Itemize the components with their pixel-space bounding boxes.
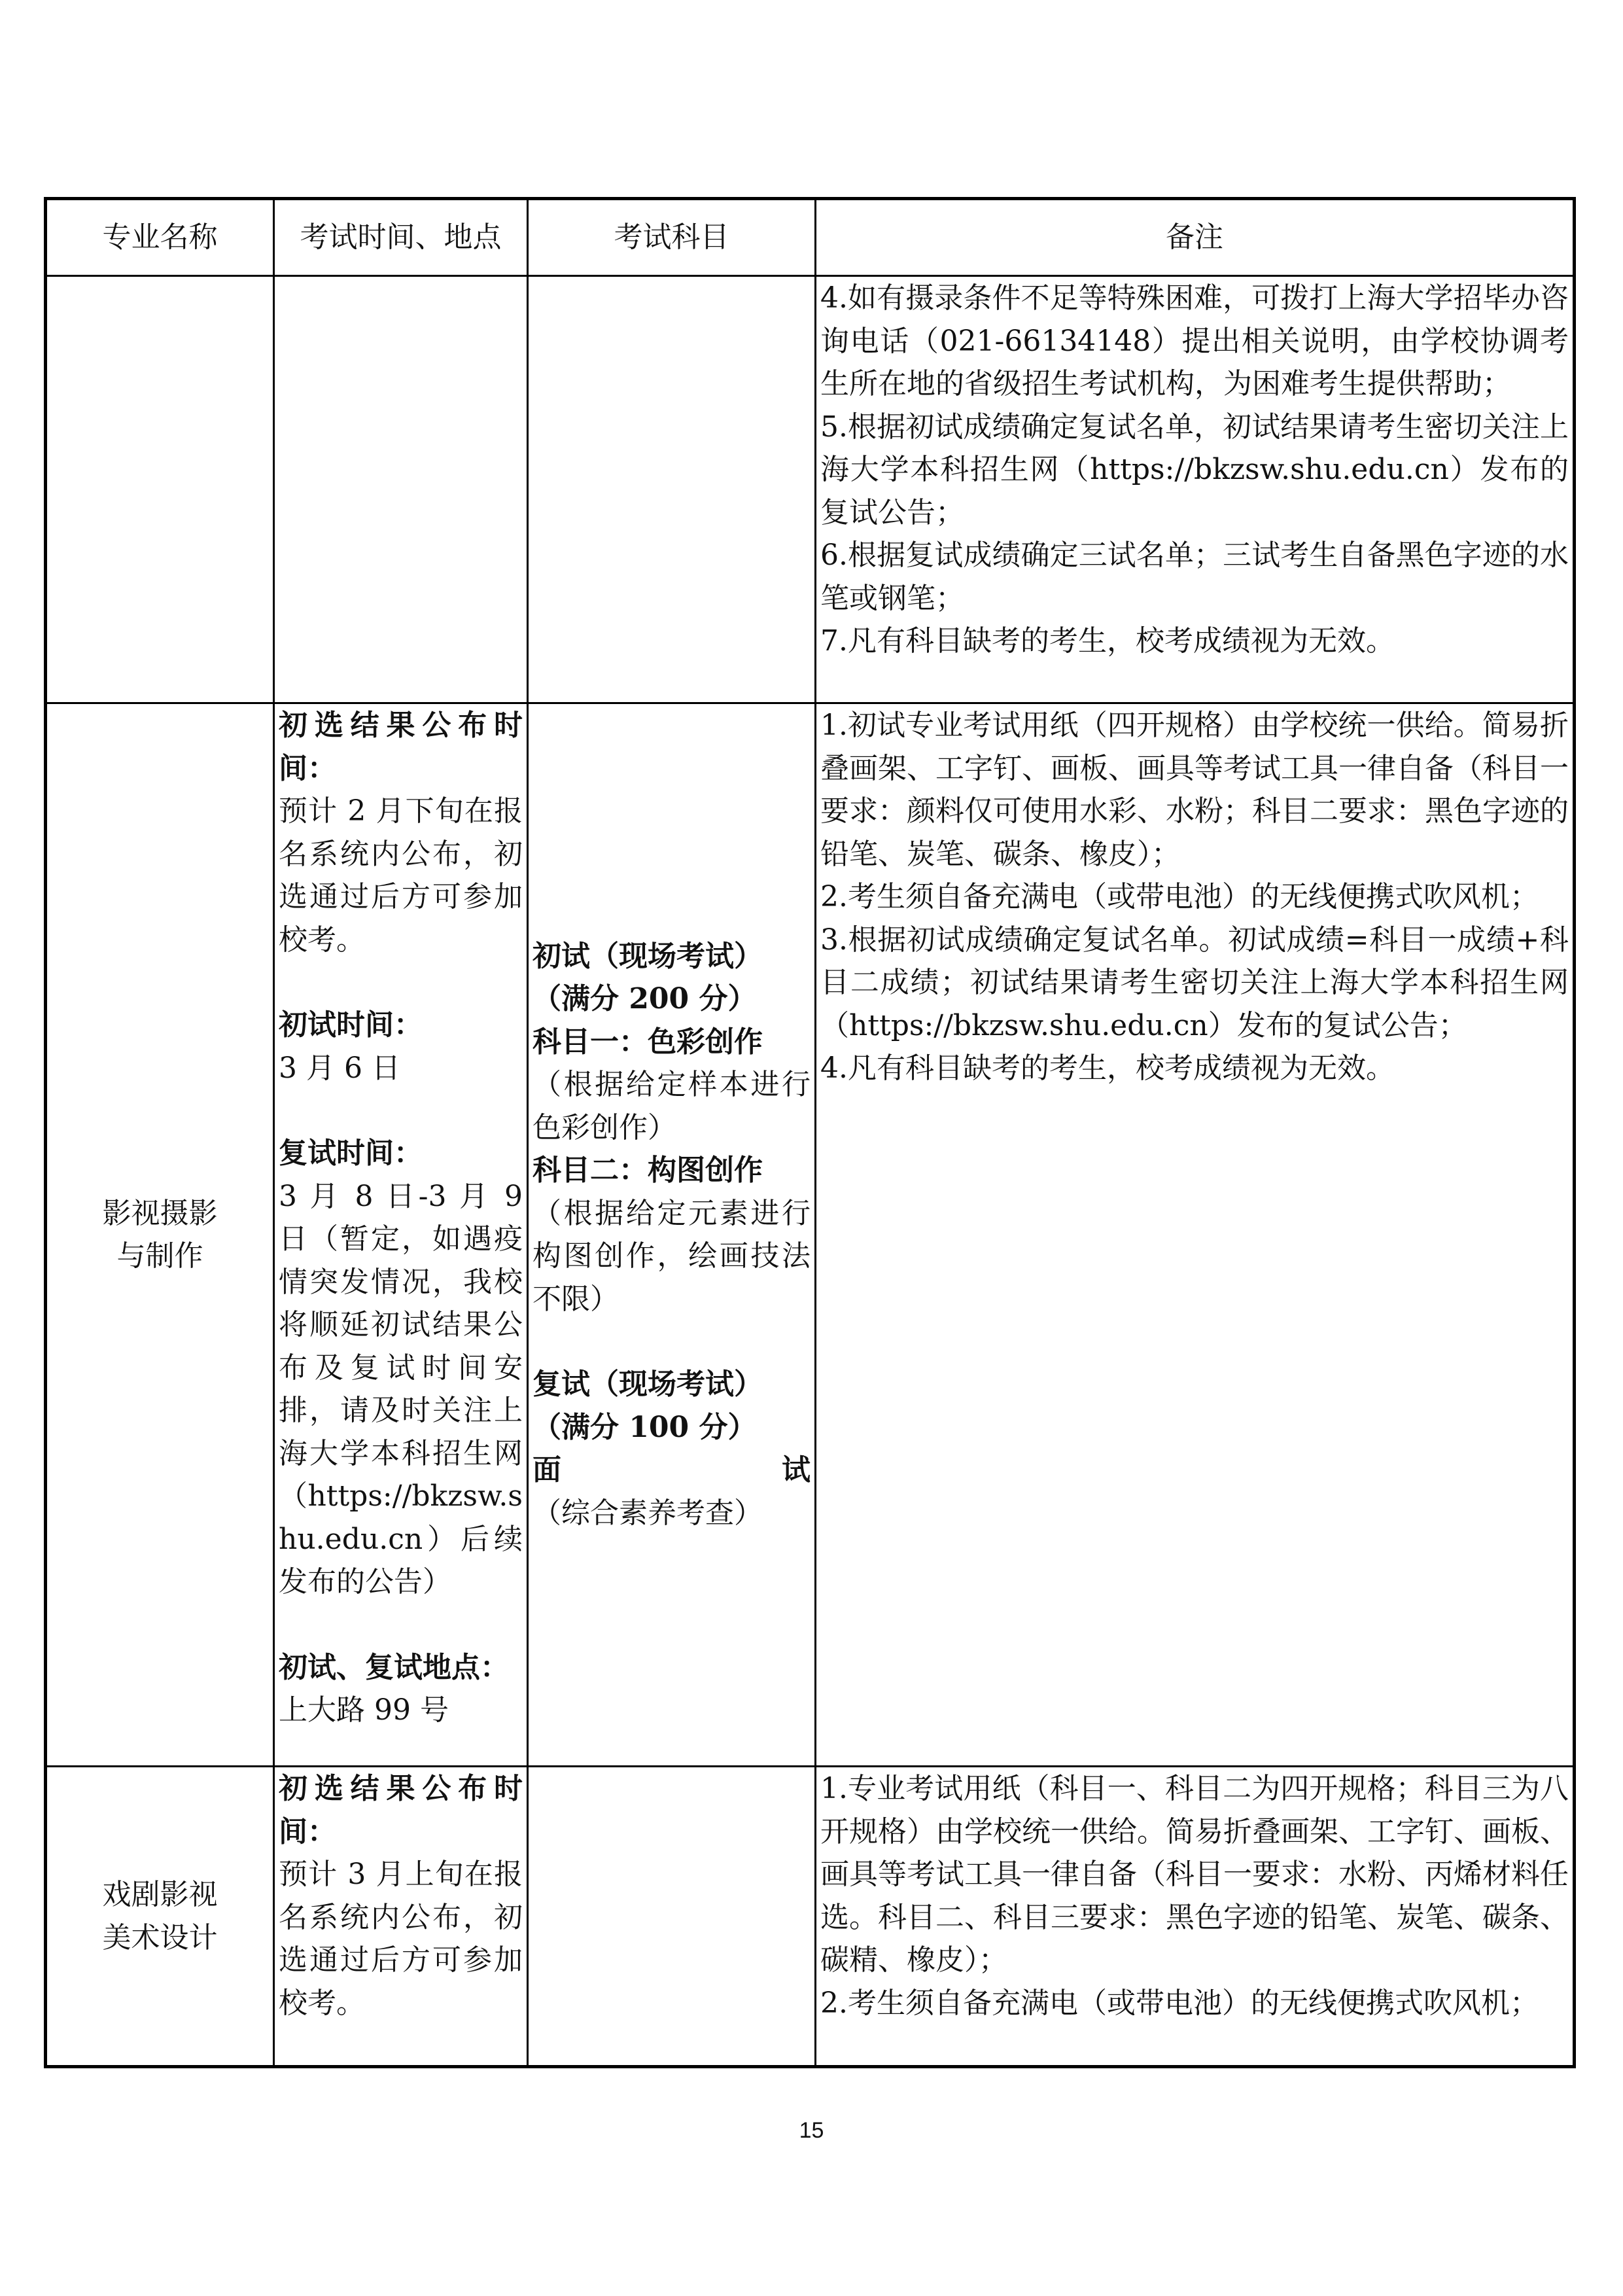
header-time-place: 考试时间、地点: [274, 199, 528, 276]
table-row: [46, 276, 1575, 703]
time-text: 3 月 6 日: [279, 1051, 400, 1085]
subjects-cell: [528, 703, 816, 1767]
first-exam-title: 初试（现场考试）: [532, 939, 763, 973]
subjects-cell-empty: [528, 1767, 816, 2067]
time-label: 初选结果公布时间：: [279, 1772, 523, 1848]
page-number: 15: [799, 2118, 824, 2143]
note-item: 4.凡有科目缺考的考生，校考成绩视为无效。: [820, 1051, 1395, 1085]
time-place-cell: [274, 1767, 528, 2067]
subject-2-title: 科目二：构图创作: [532, 1154, 763, 1188]
notes-cell: [816, 703, 1575, 1767]
note-item: 1.初试专业考试用纸（四开规格）由学校统一供给。简易折叠画架、工字钉、画板、画具等考试工具一律自备（科目一要求：颜料仅可使用水彩、水粉；科目二要求：黑色字迹的铅笔、炭笔、碳条、橡皮）；: [820, 709, 1569, 871]
admission-table: [44, 197, 1576, 2068]
second-exam-score: （满分 100 分）: [532, 1410, 757, 1444]
subject-1-title: 科目一：色彩创作: [532, 1025, 763, 1059]
time-place-cell: [274, 703, 528, 1767]
time-text: 3 月 8 日-3 月 9 日（暂定，如遇疫情突发情况，我校将顺延初试结果公布及复试时间安排，请及时关注上海大学本科招生网（https://bkzsw.shu.edu.cn）后续发布的公告）: [279, 1179, 523, 1598]
note-item: 5.根据初试成绩确定复试名单，初试结果请考生密切关注上海大学本科招生网（https://bkzsw.shu.edu.cn）发布的复试公告；: [820, 410, 1569, 529]
subject-1-desc: （根据给定样本进行色彩创作）: [532, 1068, 811, 1144]
note-item: 2.考生须自备充满电（或带电池）的无线便携式吹风机；: [820, 880, 1539, 913]
subject-cell-empty: [528, 276, 816, 703]
table-header-row: [46, 199, 1575, 276]
note-item: 2.考生须自备充满电（或带电池）的无线便携式吹风机；: [820, 1986, 1539, 2020]
note-item: 4.如有摄录条件不足等特殊困难，可拨打上海大学招毕办咨询电话（021-66134148）提出相关说明，由学校协调考生所在地的省级招生考试机构，为困难考生提供帮助；: [820, 281, 1569, 400]
major-name: 戏剧影视美术设计: [46, 1767, 274, 2067]
first-exam-score: （满分 200 分）: [532, 982, 757, 1016]
subject-2-desc: （根据给定元素进行构图创作，绘画技法不限）: [532, 1196, 811, 1316]
note-item: 3.根据初试成绩确定复试名单。初试成绩=科目一成绩+科目二成绩；初试结果请考生密切关注上海大学本科招生网（https://bkzsw.shu.edu.cn）发布的复试公告；: [820, 923, 1569, 1042]
notes-cell: [816, 276, 1575, 703]
header-subjects: 考试科目: [528, 199, 816, 276]
time-label: 复试时间：: [279, 1137, 423, 1170]
header-notes: 备注: [816, 199, 1575, 276]
interview-title: 面试: [532, 1453, 811, 1487]
major-cell-empty: [46, 276, 274, 703]
note-item: 7.凡有科目缺考的考生，校考成绩视为无效。: [820, 624, 1395, 658]
place-label: 初试、复试地点：: [279, 1650, 509, 1684]
note-item: 6.根据复试成绩确定三试名单；三试考生自备黑色字迹的水笔或钢笔；: [820, 539, 1569, 615]
major-name: 影视摄影与制作: [46, 703, 274, 1767]
time-label: 初选结果公布时间：: [279, 709, 523, 785]
time-cell-empty: [274, 276, 528, 703]
table-row: [46, 703, 1575, 1767]
second-exam-title: 复试（现场考试）: [532, 1368, 763, 1402]
note-item: 1.专业考试用纸（科目一、科目二为四开规格；科目三为八开规格）由学校统一供给。简易折叠画架、工字钉、画板、画具等考试工具一律自备（科目一要求：水粉、丙烯材料任选。科目二、科目三要求：黑色字迹的铅笔、炭笔、碳条、碳精、橡皮）；: [820, 1772, 1569, 1977]
table-row: [46, 1767, 1575, 2067]
time-label: 初试时间：: [279, 1008, 423, 1042]
place-text: 上大路 99 号: [279, 1693, 449, 1727]
notes-cell: [816, 1767, 1575, 2067]
header-major: 专业名称: [46, 199, 274, 276]
time-text: 预计 2 月下旬在报名系统内公布，初选通过后方可参加校考。: [279, 794, 523, 957]
time-text: 预计 3 月上旬在报名系统内公布，初选通过后方可参加校考。: [279, 1858, 523, 2020]
interview-desc: （综合素养考查）: [532, 1496, 763, 1530]
interview-line: [532, 1449, 811, 1534]
